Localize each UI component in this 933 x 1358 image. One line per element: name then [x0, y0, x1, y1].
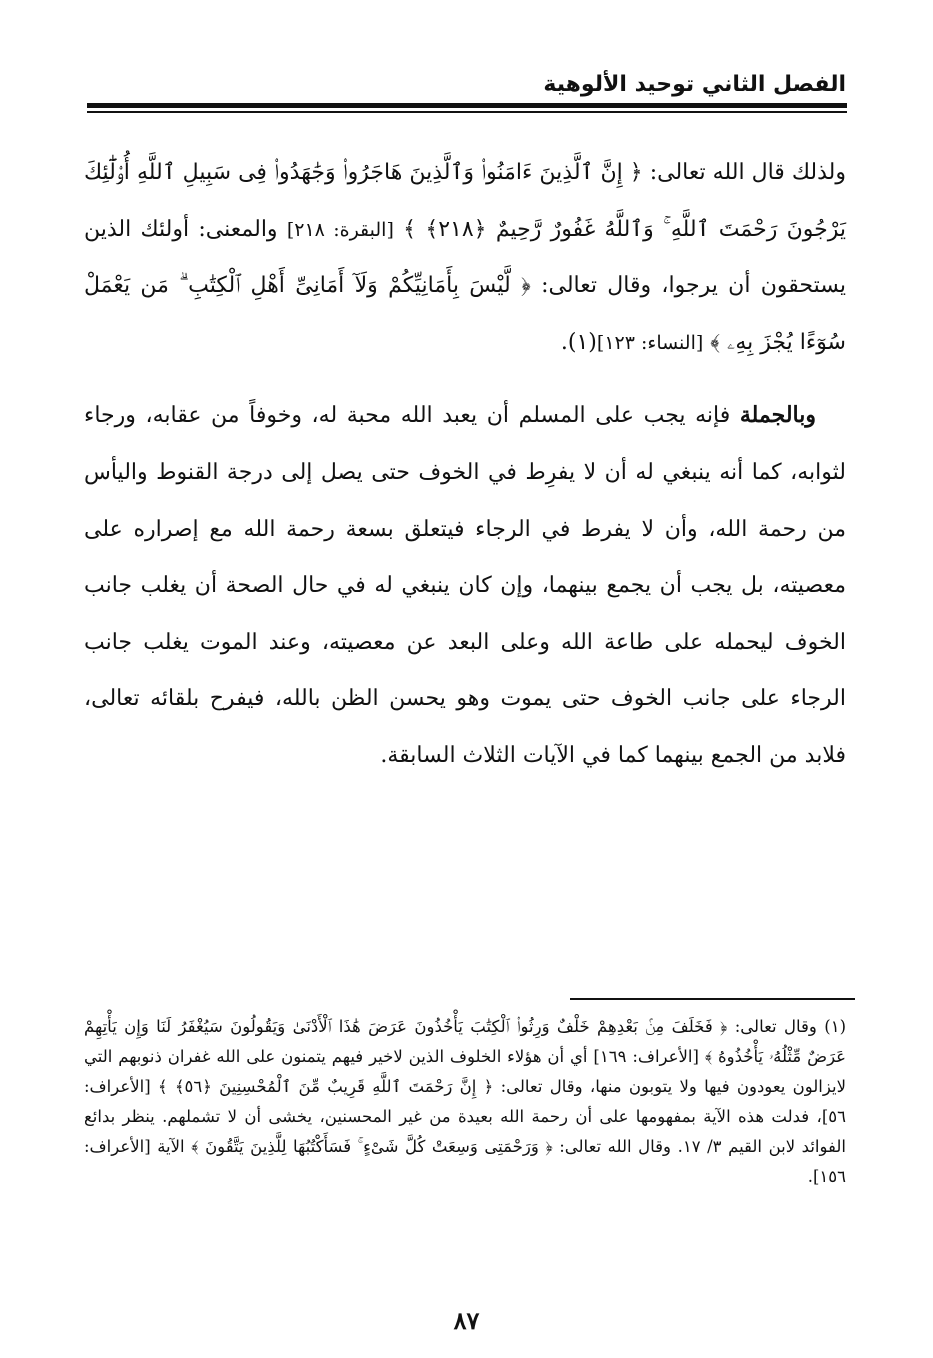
- paragraph-1-meaning: والمعنى: أولئك الذين يستحقون أن يرجوا، وقال تعالى:: [84, 216, 847, 299]
- running-head: الفصل الثاني توحيد الألوهية: [543, 72, 846, 97]
- verse-reference: [الأعراف: ١٥٦].: [84, 1137, 846, 1186]
- verse-reference: [الأعراف: ٥٦]،: [84, 1077, 846, 1126]
- header-rule-thick: [87, 103, 847, 108]
- footnote-1: [84, 1012, 846, 1192]
- verse-reference: [النساء: ١٢٣]: [596, 331, 704, 354]
- verse-araf-156: ﴿ وَرَحْمَتِى وَسِعَتْ كُلَّ شَىْءٍ ۚ فَسَأَكْتُبُهَا لِلَّذِينَ يَتَّقُونَ ﴾: [191, 1137, 553, 1156]
- footnote-text-1: أي أن هؤلاء الخلوف الذين لاخير فيهم يتمنون على الله غفران ذنوبهم التي لايزالون يعودون فيها ولا يتوبون منها، وقال تعالى:: [84, 1047, 846, 1096]
- footnote-intro: وقال تعالى:: [734, 1017, 817, 1036]
- footnote-number: (١): [824, 1017, 846, 1036]
- paragraph-2: [84, 387, 846, 784]
- paragraph-2-lead: وبالجملة: [739, 402, 816, 429]
- verse-araf-56: ﴿ إِنَّ رَحْمَتَ ٱللَّهِ قَرِيبٌ مِّنَ ٱلْمُحْسِنِينَ ﴿٥٦﴾ ﴾: [157, 1077, 494, 1096]
- header-rule-thin: [87, 111, 847, 113]
- paragraph-1: [84, 145, 846, 371]
- verse-reference: [الأعراف: ١٦٩]: [593, 1047, 699, 1066]
- paragraph-2-text: فإنه يجب على المسلم أن يعبد الله محبة له، وخوفاً من عقابه، ورجاء لثوابه، كما أنه ينبغي له أن لا يفرِط في الخوف حتى يصل إلى درجة القنوط واليأس من رحمة الله، وأن لا يفرط في الرجاء فيتعلق بسعة رحمة الله مع إصراره على معصيته، بل يجب أن يجمع بينهما، وإن كان ينبغي له في حال الصحة أن يغلب جانب الخوف ليحمله على طاعة الله وعلى البعد عن معصيته، وعند الموت يغلب جانب الرجاء على جانب الخوف حتى يموت وهو يحسن الظن بالله، فيفرح بلقائه تعالى، فلابد من الجمع بينهما كما في الآيات الثلاث السابقة.: [84, 403, 846, 768]
- verse-reference: [البقرة: ٢١٨]: [286, 218, 394, 241]
- footnote: [84, 1012, 846, 1192]
- footnote-separator: [570, 998, 855, 1000]
- footnote-marker: (١).: [560, 329, 597, 355]
- footnote-text-2: فدلت هذه الآية بمفهومها على أن رحمة الله بعيدة من غير المحسنين، يخشى أن لا تشملهم. ينظر بدائع الفوائد لابن القيم ٣/ ١٧. وقال الله تعالى:: [84, 1107, 846, 1156]
- verse-araf-169: ﴿ فَخَلَفَ مِنۢ بَعْدِهِمْ خَلْفٌ وَرِثُوا۟ ٱلْكِتَٰبَ يَأْخُذُونَ عَرَضَ هَٰذَا ٱلْأَدْنَىٰ وَيَقُولُونَ سَيُغْفَرُ لَنَا وَإِن يَأْتِهِمْ عَرَضٌ مِّثْلُهُۥ يَأْخُذُوهُ ﴾: [84, 1017, 847, 1066]
- footnote-text-3: الآية: [157, 1137, 185, 1156]
- page-number: ٨٧: [453, 1306, 480, 1335]
- verse-nisa-123: ﴿ لَّيْسَ بِأَمَانِيِّكُمْ وَلَآ أَمَانِىِّ أَهْلِ ٱلْكِتَٰبِ ۗ مَن يَعْمَلْ سُوٓءًا يُجْزَ بِهِۦ ﴾: [84, 273, 846, 355]
- verse-baqarah-218: ﴿ إِنَّ ٱلَّذِينَ ءَامَنُوا۟ وَٱلَّذِينَ هَاجَرُوا۟ وَجَٰهَدُوا۟ فِى سَبِيلِ ٱللَّهِ أُو۟لَٰٓئِكَ يَرْجُونَ رَحْمَتَ ٱللَّهِ ۚ وَٱللَّهُ غَفُورٌ رَّحِيمٌ ﴿٢١٨﴾ ﴾: [84, 160, 846, 242]
- paragraph-1-intro: ولذلك قال الله تعالى:: [649, 160, 846, 185]
- main-text: [84, 145, 846, 785]
